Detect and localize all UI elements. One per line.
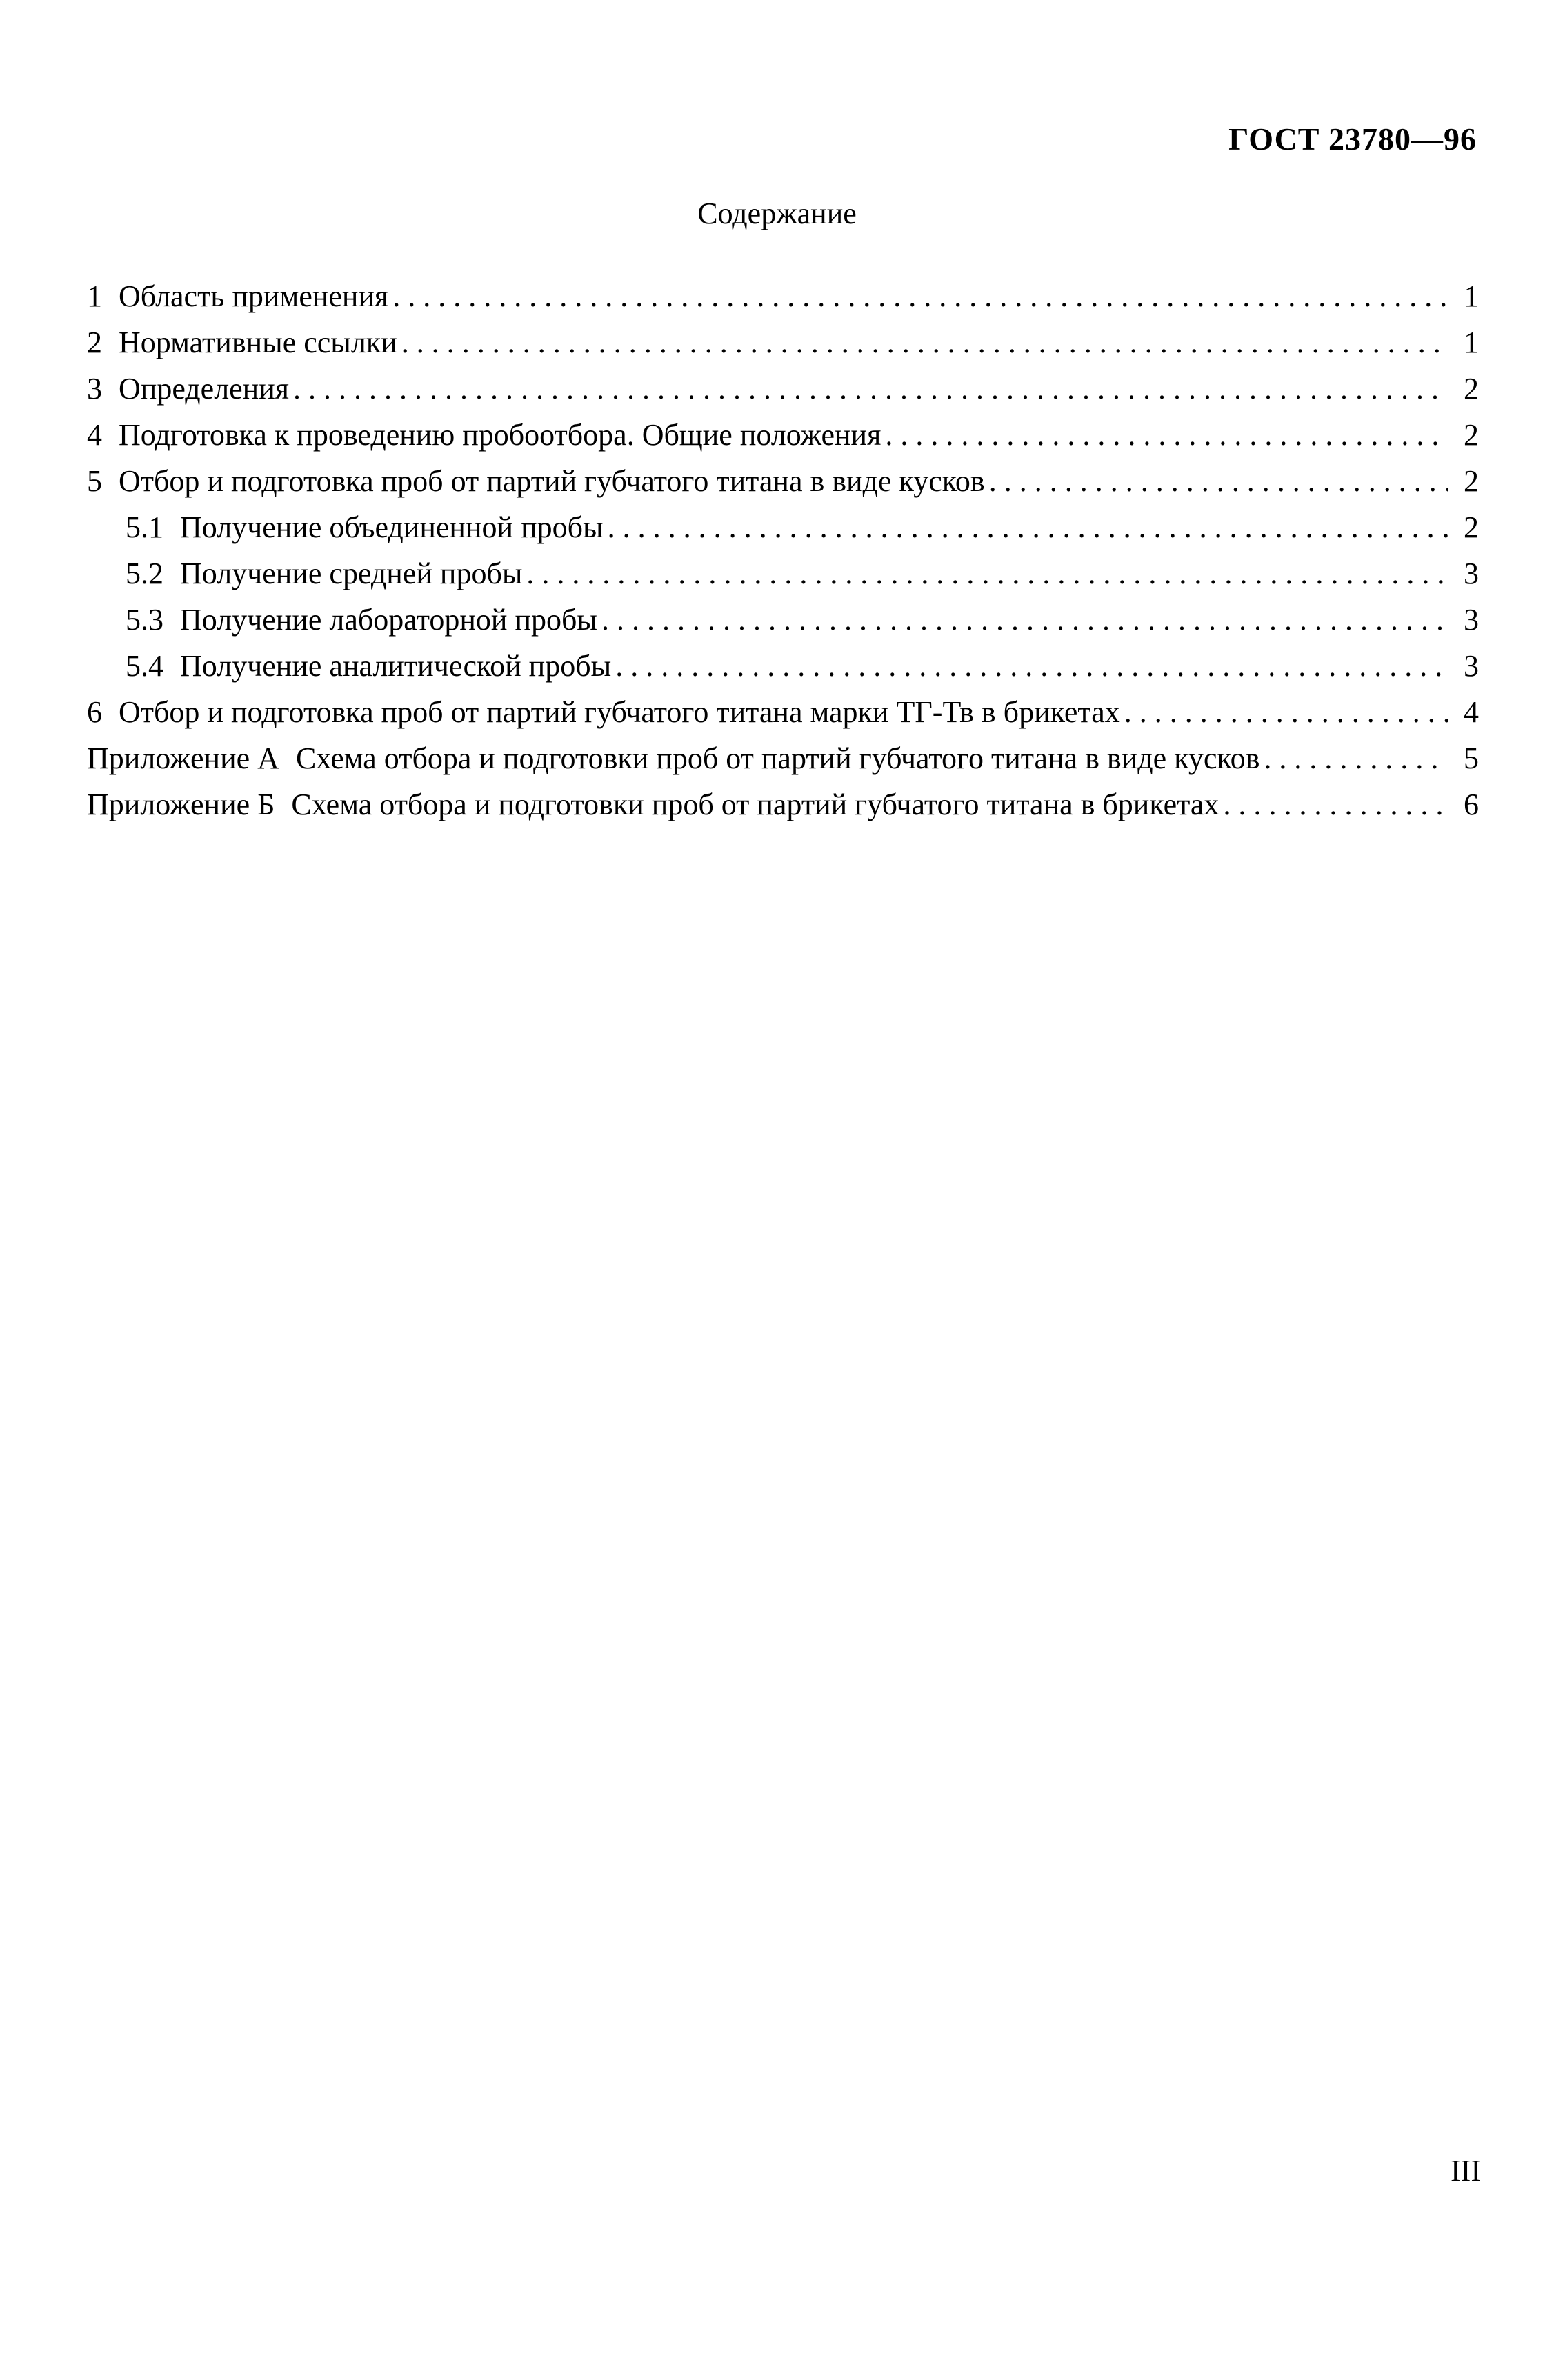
toc-entry-number: 2 — [87, 326, 102, 359]
toc-leader-dots — [601, 597, 1448, 643]
document-code: ГОСТ 23780—96 — [1228, 121, 1477, 157]
toc-entry-3[interactable] — [87, 366, 1479, 412]
toc-entry-title: Определения — [119, 372, 290, 406]
toc-entry-title: Нормативные ссылки — [119, 326, 397, 359]
toc-leader-dots — [885, 412, 1448, 458]
toc-entry-number: 4 — [87, 418, 102, 452]
toc-leader-dots — [1124, 689, 1448, 735]
toc-entry-5-2[interactable] — [87, 550, 1479, 597]
toc-entry-number: Приложение Б — [87, 788, 275, 821]
toc-entry-title: Подготовка к проведению пробоотбора. Общие положения — [119, 418, 881, 452]
table-of-contents — [87, 273, 1479, 828]
toc-entry-5[interactable] — [87, 458, 1479, 504]
toc-entry-1[interactable] — [87, 273, 1479, 319]
toc-leader-dots — [392, 273, 1448, 319]
toc-leader-dots — [293, 366, 1448, 412]
toc-entry-page: 2 — [1464, 510, 1479, 544]
toc-entry-title: Схема отбора и подготовки проб от партий губчатого титана в виде кусков — [295, 741, 1260, 775]
toc-entry-number: 5 — [87, 464, 102, 498]
toc-entry-title: Область применения — [119, 279, 389, 313]
toc-entry-title: Получение лабораторной пробы — [180, 603, 597, 637]
toc-entry-page: 4 — [1464, 695, 1479, 729]
toc-entry-5-4[interactable] — [87, 643, 1479, 689]
toc-entry-number: 3 — [87, 372, 102, 406]
toc-entry-6[interactable] — [87, 689, 1479, 735]
page-number: III — [1451, 2154, 1481, 2188]
toc-entry-page: 5 — [1464, 741, 1479, 775]
toc-entry-title: Отбор и подготовка проб от партий губчатого титана марки ТГ-Тв в брикетах — [119, 695, 1120, 729]
toc-entry-title: Схема отбора и подготовки проб от партий губчатого титана в брикетах — [291, 788, 1219, 821]
toc-entry-appendix-a[interactable] — [87, 735, 1479, 781]
toc-entry-5-3[interactable] — [87, 597, 1479, 643]
toc-entry-title: Отбор и подготовка проб от партий губчатого титана в виде кусков — [119, 464, 985, 498]
toc-entry-page: 3 — [1464, 649, 1479, 683]
toc-leader-dots — [615, 643, 1448, 689]
toc-entry-page: 6 — [1464, 788, 1479, 821]
toc-entry-page: 2 — [1464, 418, 1479, 452]
toc-entry-number: Приложение А — [87, 741, 279, 775]
toc-entry-number: 5.3 — [126, 603, 163, 637]
toc-entry-5-1[interactable] — [87, 504, 1479, 550]
toc-entry-number: 5.2 — [126, 557, 163, 590]
toc-entry-title: Получение средней пробы — [180, 557, 523, 590]
toc-leader-dots — [401, 319, 1448, 366]
toc-entry-page: 1 — [1464, 279, 1479, 313]
toc-entry-number: 5.1 — [126, 510, 163, 544]
toc-entry-number: 5.4 — [126, 649, 163, 683]
toc-leader-dots — [526, 550, 1448, 597]
toc-leader-dots — [1223, 781, 1448, 828]
toc-entry-appendix-b[interactable] — [87, 781, 1479, 828]
toc-leader-dots — [1264, 735, 1448, 781]
toc-entry-title: Получение объединенной пробы — [180, 510, 604, 544]
toc-title: Содержание — [697, 197, 857, 230]
toc-leader-dots — [608, 504, 1448, 550]
toc-entry-page: 2 — [1464, 464, 1479, 498]
toc-entry-page: 3 — [1464, 603, 1479, 637]
toc-entry-page: 1 — [1464, 326, 1479, 359]
toc-leader-dots — [989, 458, 1448, 504]
toc-entry-number: 1 — [87, 279, 102, 313]
toc-entry-page: 3 — [1464, 557, 1479, 590]
toc-entry-4[interactable] — [87, 412, 1479, 458]
toc-entry-2[interactable] — [87, 319, 1479, 366]
toc-entry-title: Получение аналитической пробы — [180, 649, 612, 683]
toc-entry-page: 2 — [1464, 372, 1479, 406]
toc-entry-number: 6 — [87, 695, 102, 729]
